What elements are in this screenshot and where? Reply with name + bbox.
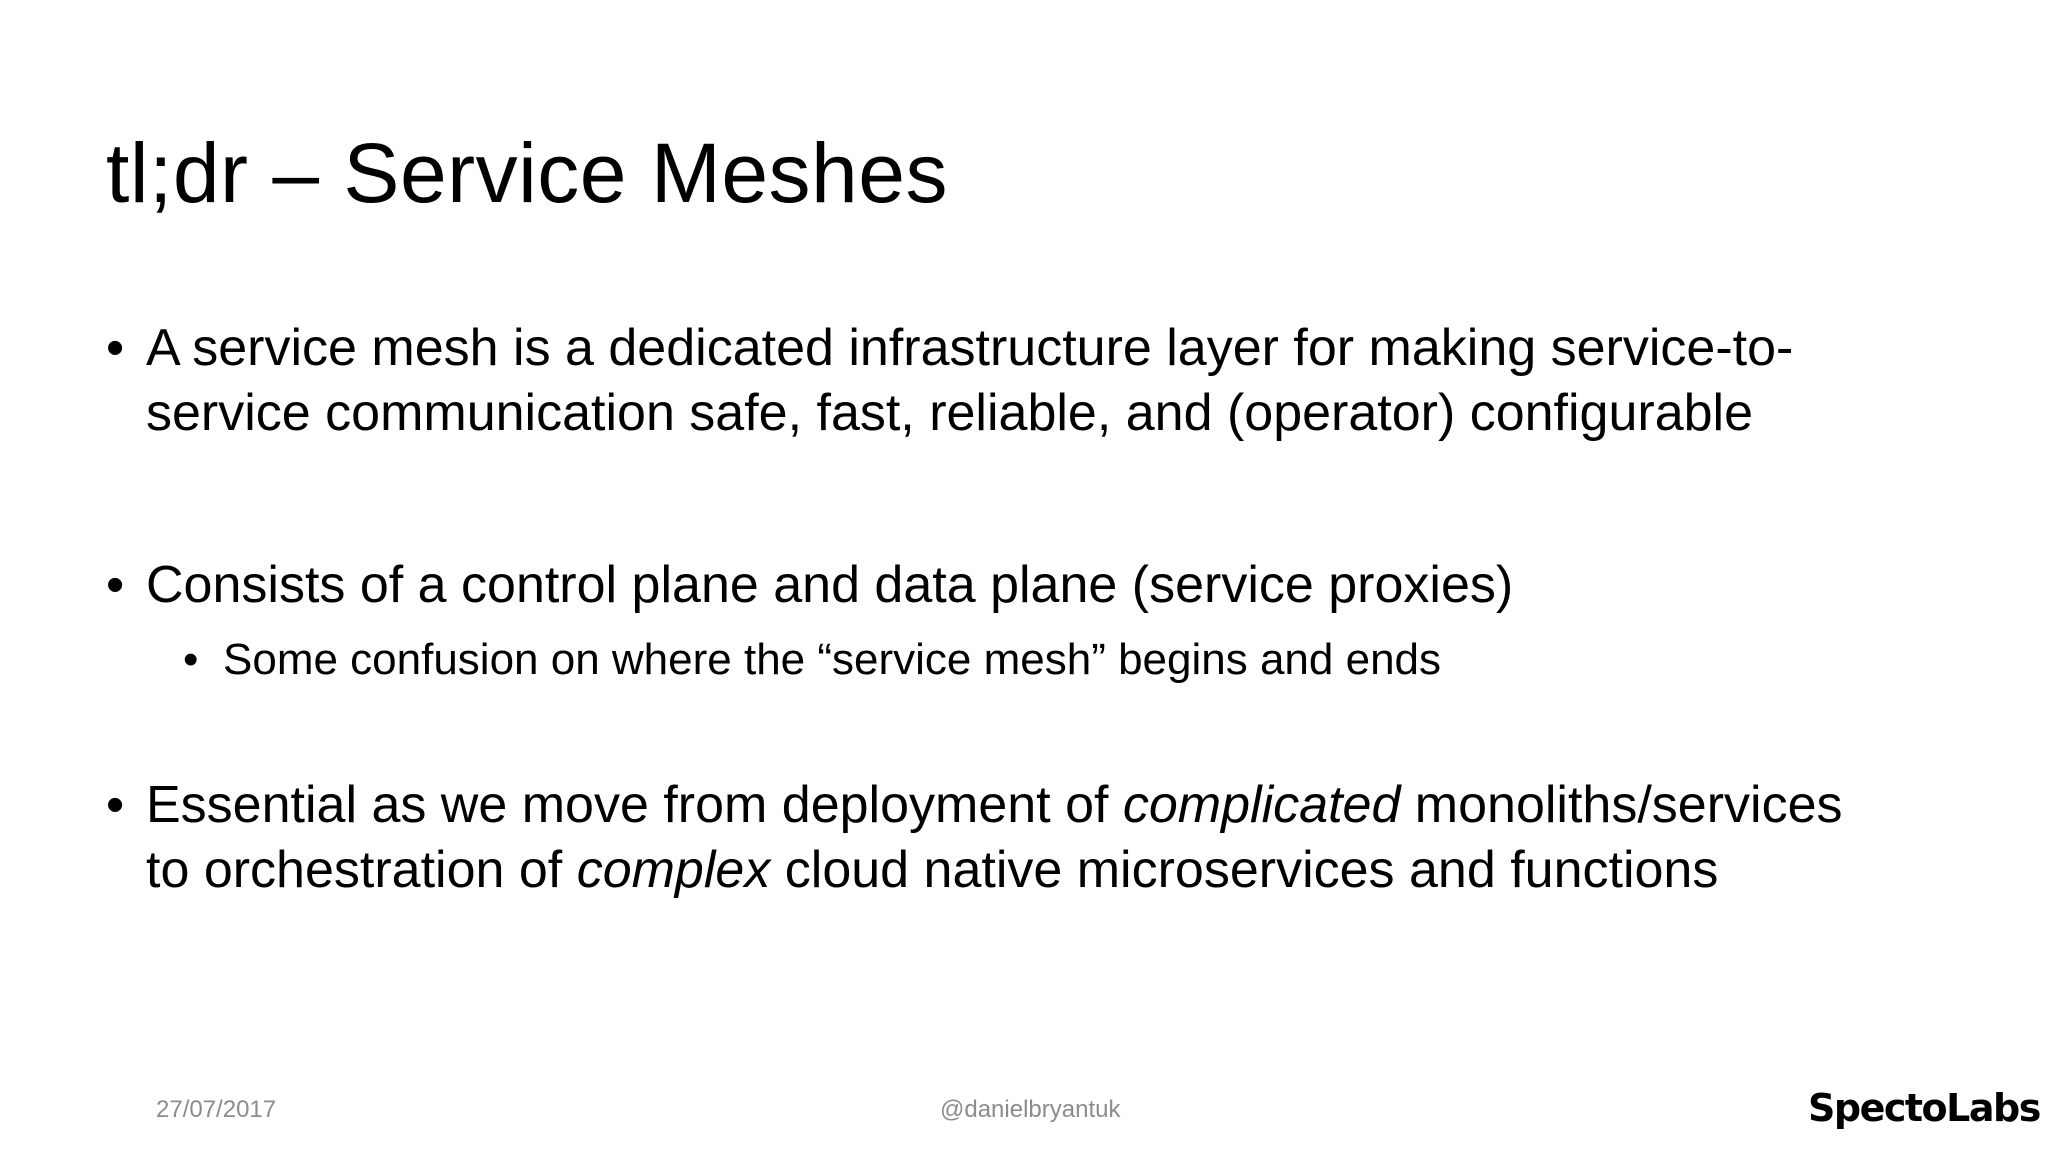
bullet-line: service communication safe, fast, reliable, and (operator) configurable xyxy=(146,384,1754,442)
footer-handle: @danielbryantuk xyxy=(940,1096,1121,1123)
footer-date: 27/07/2017 xyxy=(156,1096,277,1123)
bullet-marker: • xyxy=(106,556,125,614)
emphasis-complex: complex xyxy=(576,841,771,899)
bullet-marker: • xyxy=(106,319,125,377)
slide-title: tl;dr – Service Meshes xyxy=(106,126,948,220)
spectolabs-logo: SpectoLabs xyxy=(1808,1086,2040,1130)
sub-bullet-marker: • xyxy=(183,635,199,684)
bullet-text xyxy=(146,316,2026,446)
bullet-line: A service mesh is a dedicated infrastructure layer for making service-to- xyxy=(146,319,1794,377)
bullet-text xyxy=(146,773,2026,903)
text-segment: monoliths/services xyxy=(1400,776,1843,834)
emphasis-complicated: complicated xyxy=(1122,776,1401,834)
text-segment: cloud native microservices and functions xyxy=(770,841,1719,899)
text-segment: to orchestration of xyxy=(146,841,577,899)
sub-bullet-text: Some confusion on where the “service mesh” begins and ends xyxy=(223,635,1442,684)
bullet-marker: • xyxy=(106,776,125,834)
bullet-line xyxy=(146,773,2026,838)
bullet-line: Consists of a control plane and data plane (service proxies) xyxy=(146,556,1514,614)
bullet-text xyxy=(146,553,2026,618)
text-segment: Essential as we move from deployment of xyxy=(146,776,1123,834)
bullet-line xyxy=(146,838,2026,903)
